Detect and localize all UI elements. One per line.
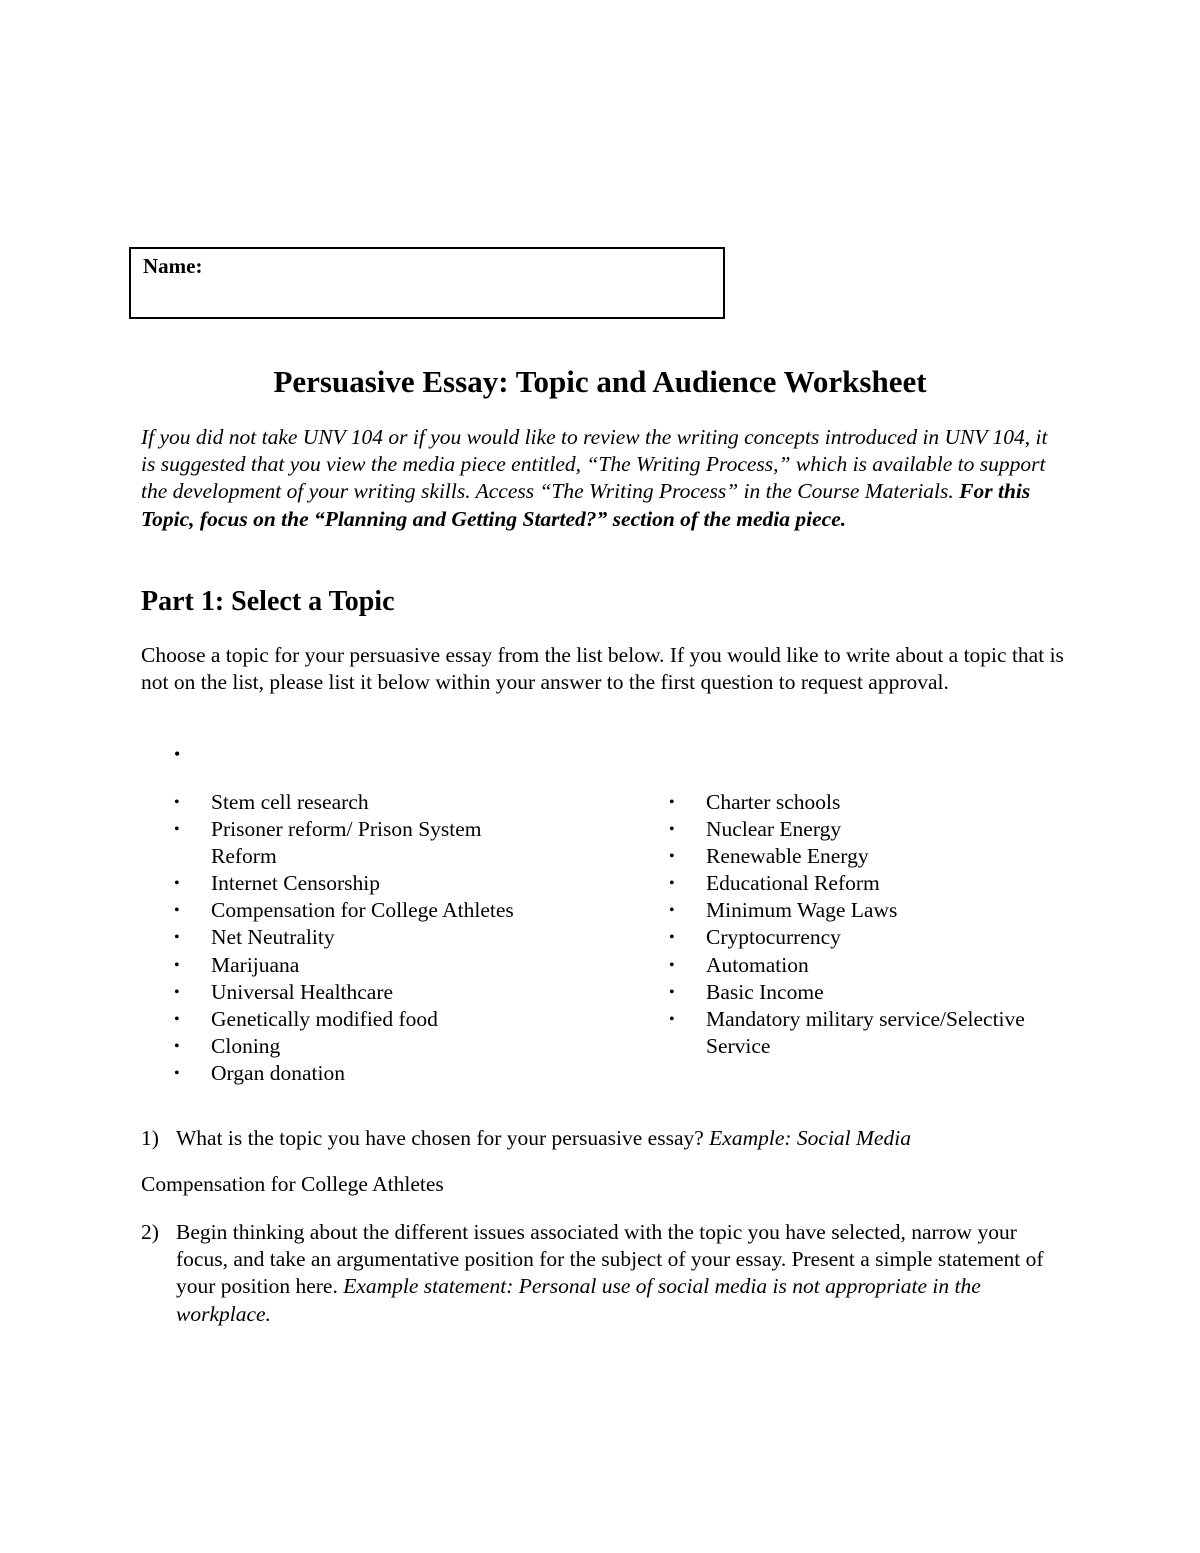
list-item: • Net Neutrality: [174, 924, 594, 951]
question-2-text-wrap: [176, 1219, 1066, 1328]
part1-heading: Part 1: Select a Topic: [141, 586, 395, 617]
list-item: • Compensation for College Athletes: [174, 897, 594, 924]
list-item: • Marijuana: [174, 952, 594, 979]
list-item: • Minimum Wage Laws: [669, 897, 1069, 924]
list-item: • Educational Reform: [669, 870, 1069, 897]
list-item: • Cryptocurrency: [669, 924, 1069, 951]
empty-bullet: •: [174, 744, 181, 764]
list-item: • Mandatory military service/Selective Service: [669, 1006, 1061, 1060]
question-1-text: What is the topic you have chosen for your persuasive essay?: [176, 1126, 704, 1150]
page-title: Persuasive Essay: Topic and Audience Worksheet: [273, 364, 927, 399]
list-item: • Charter schools: [669, 789, 1069, 816]
question-2: [141, 1219, 1066, 1328]
list-item: • Organ donation: [174, 1060, 594, 1087]
name-label: Name:: [143, 254, 203, 278]
question-1-example: Example: Social Media: [709, 1126, 911, 1150]
list-item: • Genetically modified food: [174, 1006, 594, 1033]
list-item: • Renewable Energy: [669, 843, 1069, 870]
list-item: • Cloning: [174, 1033, 594, 1060]
list-item: • Basic Income: [669, 979, 1069, 1006]
list-item: • Universal Healthcare: [174, 979, 594, 1006]
question-2-number: 2): [141, 1220, 159, 1244]
list-item: • Automation: [669, 952, 1069, 979]
list-item: • Internet Censorship: [174, 870, 594, 897]
name-field-box[interactable]: [129, 247, 725, 319]
topic-list-right: [669, 789, 1069, 1060]
list-item: • Nuclear Energy: [669, 816, 1069, 843]
question-1-answer: Compensation for College Athletes: [141, 1172, 444, 1196]
intro-text: If you did not take UNV 104 or if you would like to review the writing concepts introduced in UNV 104, it is suggested that you view the media piece entitled, “The Writing Process,” which is available to support the development of your writing skills. Access “The Writing Process” in the Course Materials.: [141, 425, 1048, 504]
question-2-text: Begin thinking about the different issues associated with the topic you have selected, narrow your focus, and take an argumentative position for the subject of your essay. Present a simple statement of your position here.: [176, 1220, 1044, 1299]
intro-bold-text: For this Topic, focus on the “Planning and Getting Started?” section of the media piece.: [141, 479, 1031, 531]
question-1-number: 1): [141, 1126, 159, 1150]
list-item: • Stem cell research: [174, 789, 594, 816]
question-1-text-wrap: [176, 1125, 1066, 1152]
topic-list-left: [174, 789, 594, 1087]
intro-paragraph: [141, 424, 1066, 533]
question-1: [141, 1125, 1066, 1152]
list-item: • Prisoner reform/ Prison System Reform: [174, 816, 531, 870]
part1-instructions: Choose a topic for your persuasive essay from the list below. If you would like to write about a topic that is not on the list, please list it below within your answer to the first question to request approval.: [141, 643, 1064, 695]
question-2-example: Example statement: Personal use of social media is not appropriate in the workplace.: [176, 1274, 981, 1326]
